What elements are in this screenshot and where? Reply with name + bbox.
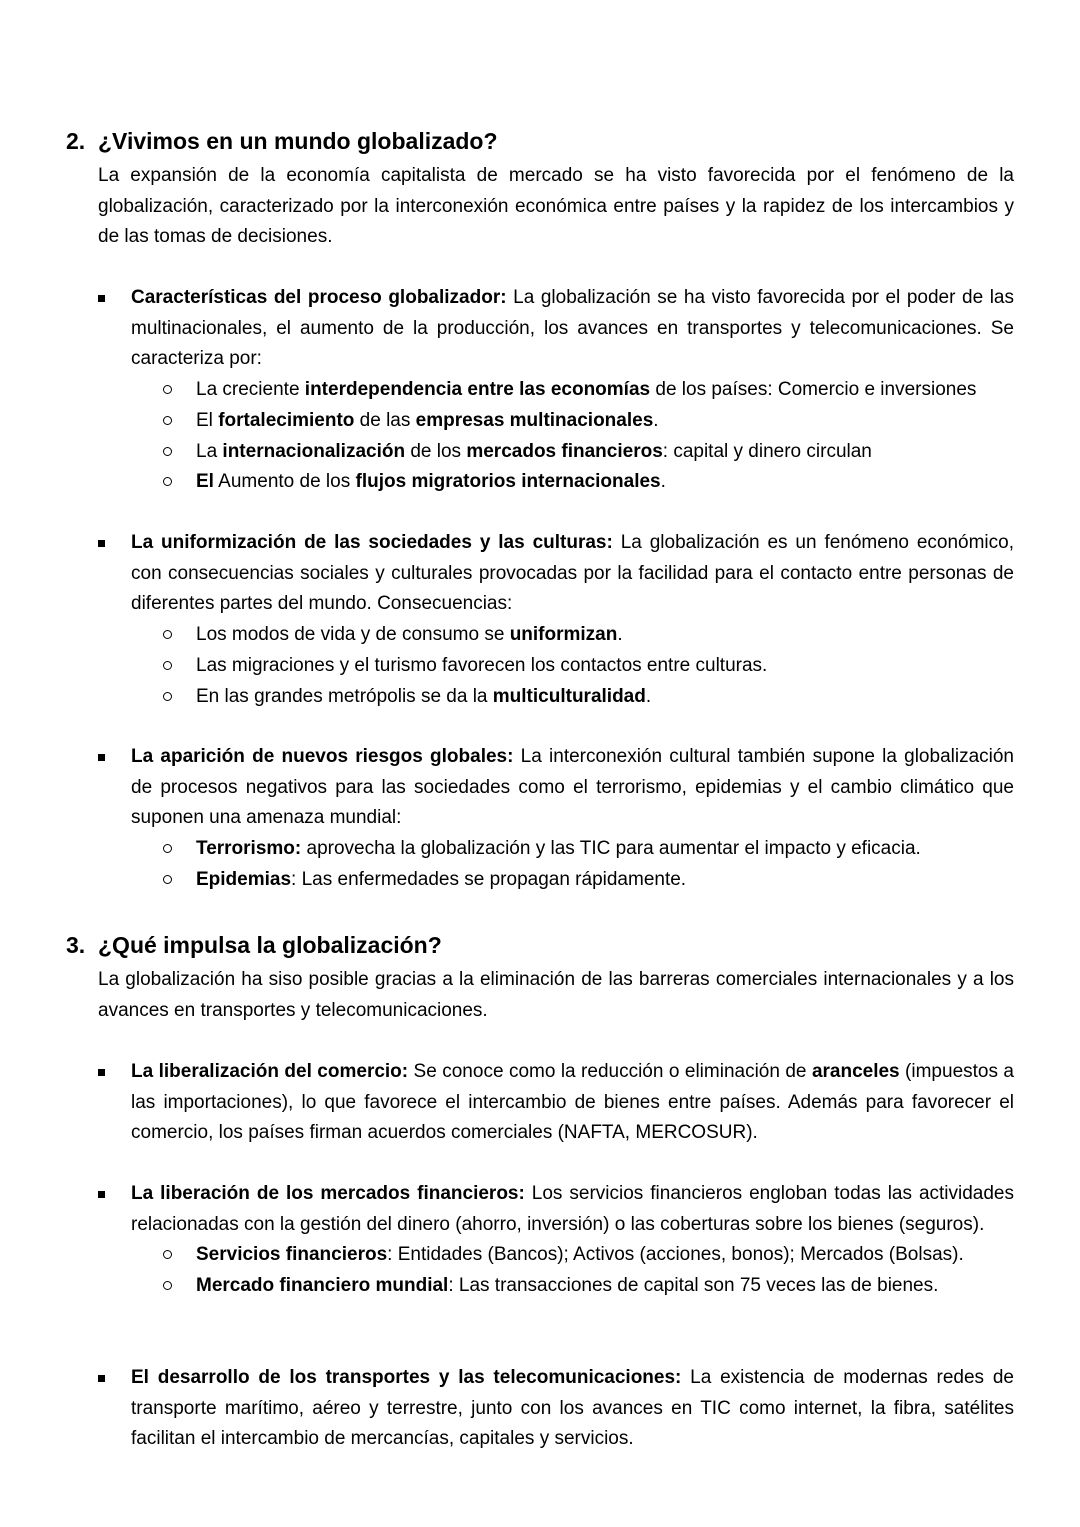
bullet-label: La aparición de nuevos riesgos globales: xyxy=(131,746,514,767)
list-item xyxy=(0,834,1014,865)
list-item xyxy=(0,1271,1014,1302)
sub-text: Las migraciones y el turismo favorecen los contactos entre culturas. xyxy=(196,654,768,676)
bullet-text: La existencia de modernas redes de transporte marítimo, aéreo y terrestre, junto con los avances en TIC como internet, la fibra, satélites facilitan el intercambio de mercancías, capitales y servicios. xyxy=(131,1367,1014,1450)
bullet-label: La liberalización del comercio: xyxy=(131,1061,409,1082)
circle-bullet-icon xyxy=(163,1281,172,1290)
square-bullet-icon xyxy=(98,540,105,547)
sub-text: . xyxy=(653,409,659,431)
sub-text: : capital y dinero circulan xyxy=(662,440,872,462)
circle-bullet-icon xyxy=(163,875,172,884)
circle-bullet-icon xyxy=(163,416,172,425)
sub-bold: multiculturalidad xyxy=(492,685,646,707)
section-3-number: 3. xyxy=(66,932,86,958)
bullet-text: La interconexión cultural también supone la globalización de procesos negativos para las sociedades como el terrorismo, epidemias y el cambio climático que suponen una amenaza mundial: xyxy=(131,746,1015,829)
section-3-heading xyxy=(66,932,442,959)
sub-text: Aumento de los xyxy=(213,471,356,493)
circle-bullet-icon xyxy=(163,844,172,853)
list-item xyxy=(0,437,1014,468)
sub-bold: internacionalización xyxy=(222,440,406,462)
sub-text: La creciente xyxy=(196,379,305,401)
circle-bullet-icon xyxy=(163,1250,172,1259)
bullet-text: (impuestos a las importaciones), lo que favorece el intercambio de bienes entre países. Además para favorecer el comercio, los países firman acuerdos comerciales (NAFTA, MERCOSUR). xyxy=(131,1061,1014,1144)
list-item xyxy=(0,620,1014,651)
list-item xyxy=(0,682,1014,713)
sub-bold: fortalecimiento xyxy=(218,409,355,431)
circle-bullet-icon xyxy=(163,447,172,456)
list-item xyxy=(0,865,1014,896)
section-2-title: ¿Vivimos en un mundo globalizado? xyxy=(98,128,498,154)
sub-text: : Las transacciones de capital son 75 veces las de bienes. xyxy=(448,1275,939,1297)
section-2-number: 2. xyxy=(66,128,86,154)
bullet-text: La globalización es un fenómeno económico, con consecuencias sociales y culturales provocadas por la facilidad para el contacto entre personas de diferentes partes del mundo. Consecuencias: xyxy=(131,532,1014,615)
bullet-text: Se conoce como la reducción o eliminación de xyxy=(408,1061,812,1082)
sub-text: . xyxy=(617,624,623,646)
list-item xyxy=(0,375,1014,406)
square-bullet-icon xyxy=(98,1069,105,1076)
bullet-label: Características del proceso globalizador: xyxy=(131,287,507,308)
list-item xyxy=(0,651,1014,682)
section-2-heading xyxy=(66,128,498,155)
sub-bold: El xyxy=(196,471,214,493)
sub-text: En las grandes metrópolis se da la xyxy=(196,685,493,707)
square-bullet-icon xyxy=(98,1191,105,1198)
bullet-text: La globalización se ha visto favorecida por el poder de las multinacionales, el aumento de la producción, los avances en transportes y telecomunicaciones. Se caracteriza por: xyxy=(131,287,1015,370)
sub-text: El xyxy=(196,409,219,431)
sub-bold: flujos migratorios internacionales xyxy=(355,471,661,493)
circle-bullet-icon xyxy=(163,385,172,394)
section-2-intro: La expansión de la economía capitalista de mercado se ha visto favorecida por el fenómeno de la globalización, caracterizado por la interconexión económica entre países y la rapidez de los intercambios y de las tomas de decisiones. xyxy=(98,165,1014,248)
bullet-transportes-telecomunicaciones xyxy=(131,1363,1014,1455)
bullet-text: Los servicios financieros engloban todas las actividades relacionadas con la gestión del dinero (ahorro, inversión) o las coberturas sobre los bienes (seguros). xyxy=(131,1183,1014,1235)
circle-bullet-icon xyxy=(163,630,172,639)
sub-bold: mercados financieros xyxy=(466,440,663,462)
sub-bold: Mercado financiero mundial xyxy=(196,1275,449,1297)
section-3-title: ¿Qué impulsa la globalización? xyxy=(98,932,442,958)
square-bullet-icon xyxy=(98,1375,105,1382)
sub-text: . xyxy=(660,471,666,493)
square-bullet-icon xyxy=(98,295,105,302)
circle-bullet-icon xyxy=(163,661,172,670)
section-3-intro: La globalización ha siso posible gracias a la eliminación de las barreras comerciales internacionales y a los avances en transportes y telecomunicaciones. xyxy=(98,969,1014,1021)
sub-bold: Terrorismo: xyxy=(196,838,302,860)
sub-text: . xyxy=(645,685,652,707)
sub-text: : Entidades (Bancos); Activos (acciones, bonos); Mercados (Bolsas). xyxy=(387,1244,964,1266)
bullet-caracteristicas xyxy=(131,283,1014,498)
sub-bold: interdependencia entre las economías xyxy=(304,379,651,401)
sub-text: de los xyxy=(405,440,467,462)
list-item xyxy=(0,406,1014,437)
bullet-mercados-financieros xyxy=(131,1179,1014,1302)
sub-text: La xyxy=(196,440,223,462)
circle-bullet-icon xyxy=(163,692,172,701)
sub-bold: Servicios financieros xyxy=(196,1244,388,1266)
bullet-label: La uniformización de las sociedades y las culturas: xyxy=(131,532,613,553)
list-item xyxy=(0,1240,1014,1271)
sub-text: de los países: Comercio e inversiones xyxy=(650,379,977,401)
bullet-riesgos-globales xyxy=(131,742,1014,896)
sub-bold: uniformizan xyxy=(509,624,618,646)
bullet-uniformizacion xyxy=(131,528,1014,712)
bullet-label: El desarrollo de los transportes y las telecomunicaciones: xyxy=(131,1367,682,1388)
circle-bullet-icon xyxy=(163,477,172,486)
sub-text: de las xyxy=(354,409,416,431)
bullet-bold-term: aranceles xyxy=(811,1061,900,1082)
sub-text: aprovecha la globalización y las TIC para aumentar el impacto y eficacia. xyxy=(301,838,921,860)
square-bullet-icon xyxy=(98,754,105,761)
sub-bold: Epidemias xyxy=(196,868,292,890)
list-item xyxy=(0,467,1014,498)
bullet-label: La liberación de los mercados financieros: xyxy=(131,1183,525,1204)
bullet-liberalizacion-comercio xyxy=(131,1057,1014,1149)
sub-text: : Las enfermedades se propagan rápidamente. xyxy=(291,868,687,890)
sub-bold: empresas multinacionales xyxy=(415,409,654,431)
sub-text: Los modos de vida y de consumo se xyxy=(196,624,510,646)
